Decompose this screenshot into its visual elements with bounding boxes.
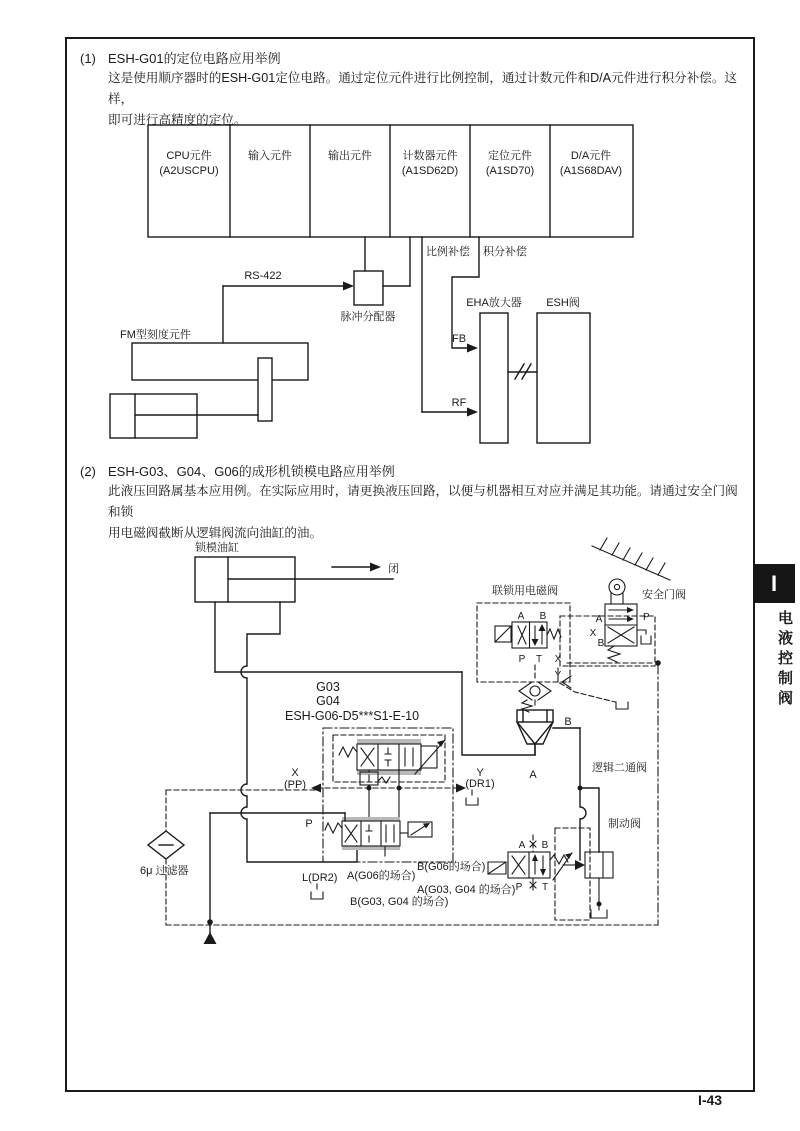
section1-number: (1) <box>80 51 96 66</box>
section2-number: (2) <box>80 464 96 479</box>
block-output-name: 输出元件 <box>328 150 372 162</box>
mechanical-link <box>508 364 537 379</box>
positioning-circuit-diagram <box>95 115 755 460</box>
brake-pilot-port-a: A <box>518 840 526 851</box>
rs422-label: RS-422 <box>244 270 282 282</box>
clamp-cylinder-label: 锁模油缸 <box>195 542 239 554</box>
safety-gate-valve-symbol <box>560 538 670 666</box>
brake-valve-label: 制动阀 <box>608 818 641 830</box>
chapter-tab-title: 电液控制阀 <box>776 610 793 710</box>
case-b-g0304: B(G03, G04 的场合) <box>350 896 449 908</box>
interlock-port-x: X <box>554 654 562 665</box>
safety-gate-valve-label: 安全门阀 <box>642 589 686 601</box>
chapter-tab-letter: I <box>770 570 778 596</box>
port-y-dr1: Y <box>476 767 484 779</box>
close-label: 闭 <box>388 563 399 575</box>
b-port-line <box>580 728 599 860</box>
model-g03: G03 <box>316 680 340 694</box>
filter-label: 6μ 过滤器 <box>140 865 189 877</box>
clamp-cylinder-symbol <box>195 557 393 602</box>
safety-port-p: P <box>643 612 650 623</box>
interlock-valve-symbol <box>495 622 561 648</box>
block-input-name: 输入元件 <box>248 150 292 162</box>
safety-port-x: X <box>589 628 597 639</box>
interlock-port-y: Y <box>554 670 562 681</box>
junction-dot <box>207 919 213 925</box>
junction-dot <box>367 786 372 791</box>
eha-amplifier-label: EHA放大器 <box>466 297 522 309</box>
section2-body-line2: 用电磁阀截断从逻辑阀流向油缸的油。 <box>108 526 323 540</box>
block-positioning-name: 定位元件 <box>488 150 532 162</box>
section1-heading <box>80 48 281 67</box>
fm-scale-symbol <box>110 343 308 438</box>
block-da-name: D/A元件 <box>570 150 612 162</box>
reducing-valve-symbol <box>360 770 399 821</box>
port-dr1: (DR1) <box>465 778 495 790</box>
main-valve-symbol <box>325 817 432 856</box>
section1-body-line1: 这是使用顺序器时的ESH-G01定位电路。通过定位元件进行比例控制，通过计数元件和D/A元件进行积分补偿。这样， <box>108 71 738 106</box>
pilot-lines <box>535 663 658 925</box>
section2-body-line1: 此液压回路属基本应用例。在实际应用时，请更换液压回路，以便与机器相互对应并满足其功能。请通过安全门阀和锁 <box>108 484 738 519</box>
page-number: I-43 <box>697 1092 723 1108</box>
junction-dot <box>578 786 583 791</box>
section1-body-line2: 即可进行高精度的定位。 <box>108 113 247 127</box>
pulse-distributor-label: 脉冲分配器 <box>340 311 396 323</box>
fb-label: FB <box>451 333 467 345</box>
proportional-comp-line <box>422 237 478 417</box>
integral-comp-label: 积分补偿 <box>483 246 527 258</box>
block-cpu-model: (A2USCPU) <box>159 165 219 177</box>
safety-port-b: B <box>597 638 605 649</box>
section2-heading <box>80 461 395 480</box>
filter-symbol <box>148 831 184 859</box>
logic-valve-label: 逻辑二通阀 <box>592 762 647 774</box>
rf-label: RF <box>451 397 467 409</box>
fm-scale-label: FM型刻度元件 <box>120 329 191 341</box>
interlock-port-p: P <box>518 654 526 665</box>
block-counter-name: 计数器元件 <box>402 150 458 162</box>
block-positioning-model: (A1SD70) <box>485 165 535 177</box>
port-pp: (PP) <box>284 779 306 791</box>
case-a-g06: A(G06的场合) <box>347 870 416 882</box>
block-da-model: (A1S68DAV) <box>559 165 623 177</box>
safety-port-a: A <box>595 614 603 625</box>
proportional-valve-symbol <box>339 739 445 775</box>
junction-dot <box>397 786 402 791</box>
case-b-g06: B(G06的场合) <box>417 861 486 873</box>
rs422-link <box>223 282 354 344</box>
interlock-port-a: A <box>517 611 525 622</box>
case-a-g0304: A(G03, G04 的场合) <box>417 884 516 896</box>
block-cpu-name: CPU元件 <box>166 150 212 162</box>
port-l-dr2: L(DR2) <box>302 872 338 884</box>
brake-pilot-port-b: B <box>541 840 549 851</box>
port-p-main: P <box>305 818 313 830</box>
port-x-pp: X <box>291 767 299 779</box>
block-counter-model: (A1SD62D) <box>401 165 459 177</box>
brake-valve-symbol <box>563 852 613 918</box>
section1-title: ESH-G01的定位电路应用举例 <box>108 51 281 66</box>
model-g04: G04 <box>316 694 340 708</box>
brake-pilot-valve-symbol <box>488 828 590 920</box>
eha-amplifier-box <box>480 313 508 443</box>
esh-valve-label: ESH阀 <box>546 297 580 309</box>
dr1-tank <box>466 790 478 805</box>
interlock-port-b: B <box>539 611 547 622</box>
brake-pilot-port-t: T <box>541 882 549 893</box>
interlock-port-t: T <box>535 654 543 665</box>
logic-port-a: A <box>529 769 537 781</box>
proportional-comp-label: 比例补偿 <box>426 246 470 258</box>
brake-pilot-port-p: P <box>515 882 523 893</box>
cylinder-port-lines <box>215 602 535 862</box>
logic-port-b: B <box>564 716 572 728</box>
chapter-tab <box>753 564 795 603</box>
section2-title: ESH-G03、G04、G06的成形机锁模电路应用举例 <box>108 464 395 479</box>
close-direction-arrow <box>332 563 381 572</box>
interlock-valve-label: 联锁用电磁阀 <box>492 585 558 597</box>
dr2-tank <box>311 884 323 899</box>
clamping-circuit-diagram <box>95 530 755 975</box>
plc-rack <box>148 125 633 237</box>
pulse-distributor-symbol <box>354 237 410 305</box>
esh-valve-box <box>537 313 590 443</box>
model-esh-g06: ESH-G06-D5***S1-E-10 <box>285 709 420 723</box>
junction-dot <box>597 902 602 907</box>
